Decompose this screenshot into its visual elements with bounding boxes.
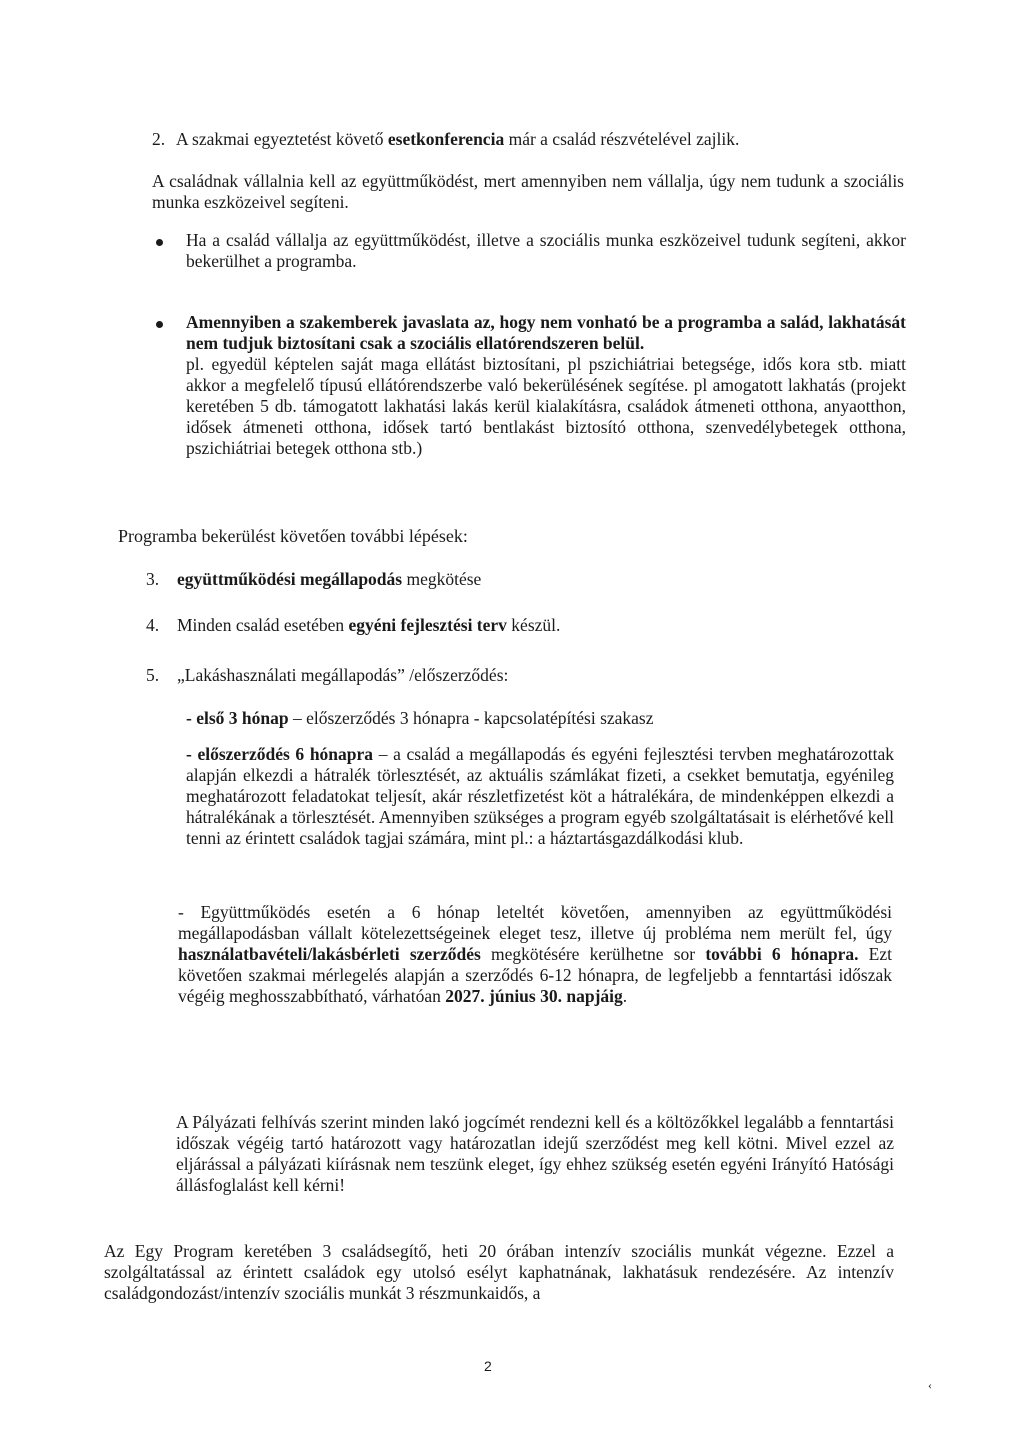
- item-2-post: már a család részvételével zajlik.: [504, 129, 740, 149]
- item-3-number: 3.: [146, 569, 160, 589]
- item-2-text: [176, 129, 866, 150]
- sub-3-end: .: [622, 986, 628, 1006]
- sub-3-bold-3: 2027. június 30. napjáig: [445, 986, 623, 1006]
- sub-3-mid: megkötésére kerülhetne sor: [480, 944, 706, 964]
- item-5-number: 5.: [146, 665, 160, 685]
- sub-3-pre: - Együttműködés esetén a 6 hónap leteltét követően, amennyiben az együttműködési megállapodásban vállalt kötelezettségeinek eleget tesz, illetve új probléma nem merült fel, úgy: [178, 902, 892, 943]
- bullet-2-bold: Amennyiben a szakemberek javaslata az, hogy nem vonható be a programba a salád, lakhatását nem tudjuk biztosítani csak a szociális ellatórendszeren belül.: [186, 312, 906, 353]
- sub-1-post: – előszerződés 3 hónapra - kapcsolatépítési szakasz: [288, 708, 654, 728]
- item-2-bold: esetkonferencia: [387, 129, 505, 149]
- bullet-2-text: pl. egyedül képtelen saját maga ellátást biztosítani, pl pszichiátriai betegsége, idős kora stb. miatt akkor a megfelelő típusú ellátórendszerbe való bekerülésének segítése. pl amogatott lakhatás (projekt keretében 5 db. támogatott lakhatási lakás kerül kialakításra, családok átmeneti otthona, anyaotthon, idősek átmeneti otthona, idősek tartó bentlakást biztosító otthona, szenvedélybetegek otthona, pszichiátriai betegek otthona stb.): [186, 354, 906, 458]
- sub-3-bold-2: további 6 hónapra.: [705, 944, 859, 964]
- item-3-bold: együttműködési megállapodás: [177, 569, 403, 589]
- item-2-pre: A szakmai egyeztetést követő: [176, 129, 388, 149]
- bullet-2-block: [186, 312, 906, 459]
- cooperation-paragraph: A családnak vállalnia kell az együttműködést, mert amennyiben nem vállalja, úgy nem tudunk a szociális munka eszközeivel segíteni.: [152, 171, 904, 212]
- sub-2-post: – a család a megállapodás és egyéni fejlesztési tervben meghatározottak alapján elkezdi a hátralék törlesztését, az aktuális számlákat fizeti, a csekket bemutatja, egyénileg meghatározott feladatokat teljesít, akár részletfizetést köt a hátralékára, de mindenképpen elkezdi a hátralékának a törlesztését. Amennyiben szükséges a program egyéb szolgáltatásait is elérhetővé kell tenni az érintett családok tagjai számára, mint pl.: a háztartásgazdálkodási klub.: [186, 744, 894, 848]
- bullet-dot-2: [156, 321, 163, 328]
- sub-2-bold: - előszerződés 6 hónapra: [186, 744, 374, 764]
- sub-item-3: [178, 902, 892, 1007]
- sub-3-post: Ezt követően szakmai mérlegelés alapján a szerződés 6-12 hónapra, de legfeljebb a fenntartási időszak végéig meghosszabbítható, várhatóan: [178, 944, 892, 1006]
- sub-item-1: [186, 708, 886, 729]
- program-paragraph: Az Egy Program keretében 3 családsegítő, heti 20 órában intenzív szociális munkát végezne. Ezzel a szolgáltatással az érintett családok egy utolsó esélyt kaphatnának, lakhatásuk rendezésére. Az intenzív családgondozást/intenzív szociális munkát 3 részmunkaidős, a: [104, 1241, 894, 1303]
- item-4-bold: egyéni fejlesztési terv: [348, 615, 507, 635]
- item-4-number: 4.: [146, 615, 160, 635]
- item-3-text: [177, 569, 777, 590]
- item-3-post: megkötése: [402, 569, 482, 589]
- sub-item-2: [186, 744, 894, 849]
- tender-paragraph: A Pályázati felhívás szerint minden lakó jogcímét rendezni kell és a költözőkkel legalább a fenntartási időszak végéig tartó határozott vagy határozatlan idejű szerződést meg kell kötni. Mivel ezzel az eljárással a pályázati kiírásnak nem teszünk eleget, így ehhez szükség esetén egyéni Irányító Hatósági állásfoglalást kell kérni!: [176, 1112, 894, 1195]
- page-number: 2: [484, 1358, 492, 1374]
- item-4-pre: Minden család esetében: [177, 615, 349, 635]
- item-5-text: „Lakáshasználati megállapodás” /előszerződés:: [177, 665, 509, 685]
- item-4-text: [177, 615, 777, 636]
- item-4-post: készül.: [506, 615, 561, 635]
- bullet-1-text: Ha a család vállalja az együttműködést, illetve a szociális munka eszközeivel tudunk segíteni, akkor bekerülhet a programba.: [186, 230, 906, 271]
- bullet-dot-1: [156, 239, 163, 246]
- corner-mark: ‹: [928, 1378, 932, 1392]
- item-2-number: 2.: [152, 129, 166, 149]
- next-steps-heading: Programba bekerülést követően további lépések:: [118, 526, 468, 546]
- sub-3-bold-1: használatbavételi/lakásbérleti szerződés: [178, 944, 481, 964]
- sub-1-bold: - első 3 hónap: [186, 708, 289, 728]
